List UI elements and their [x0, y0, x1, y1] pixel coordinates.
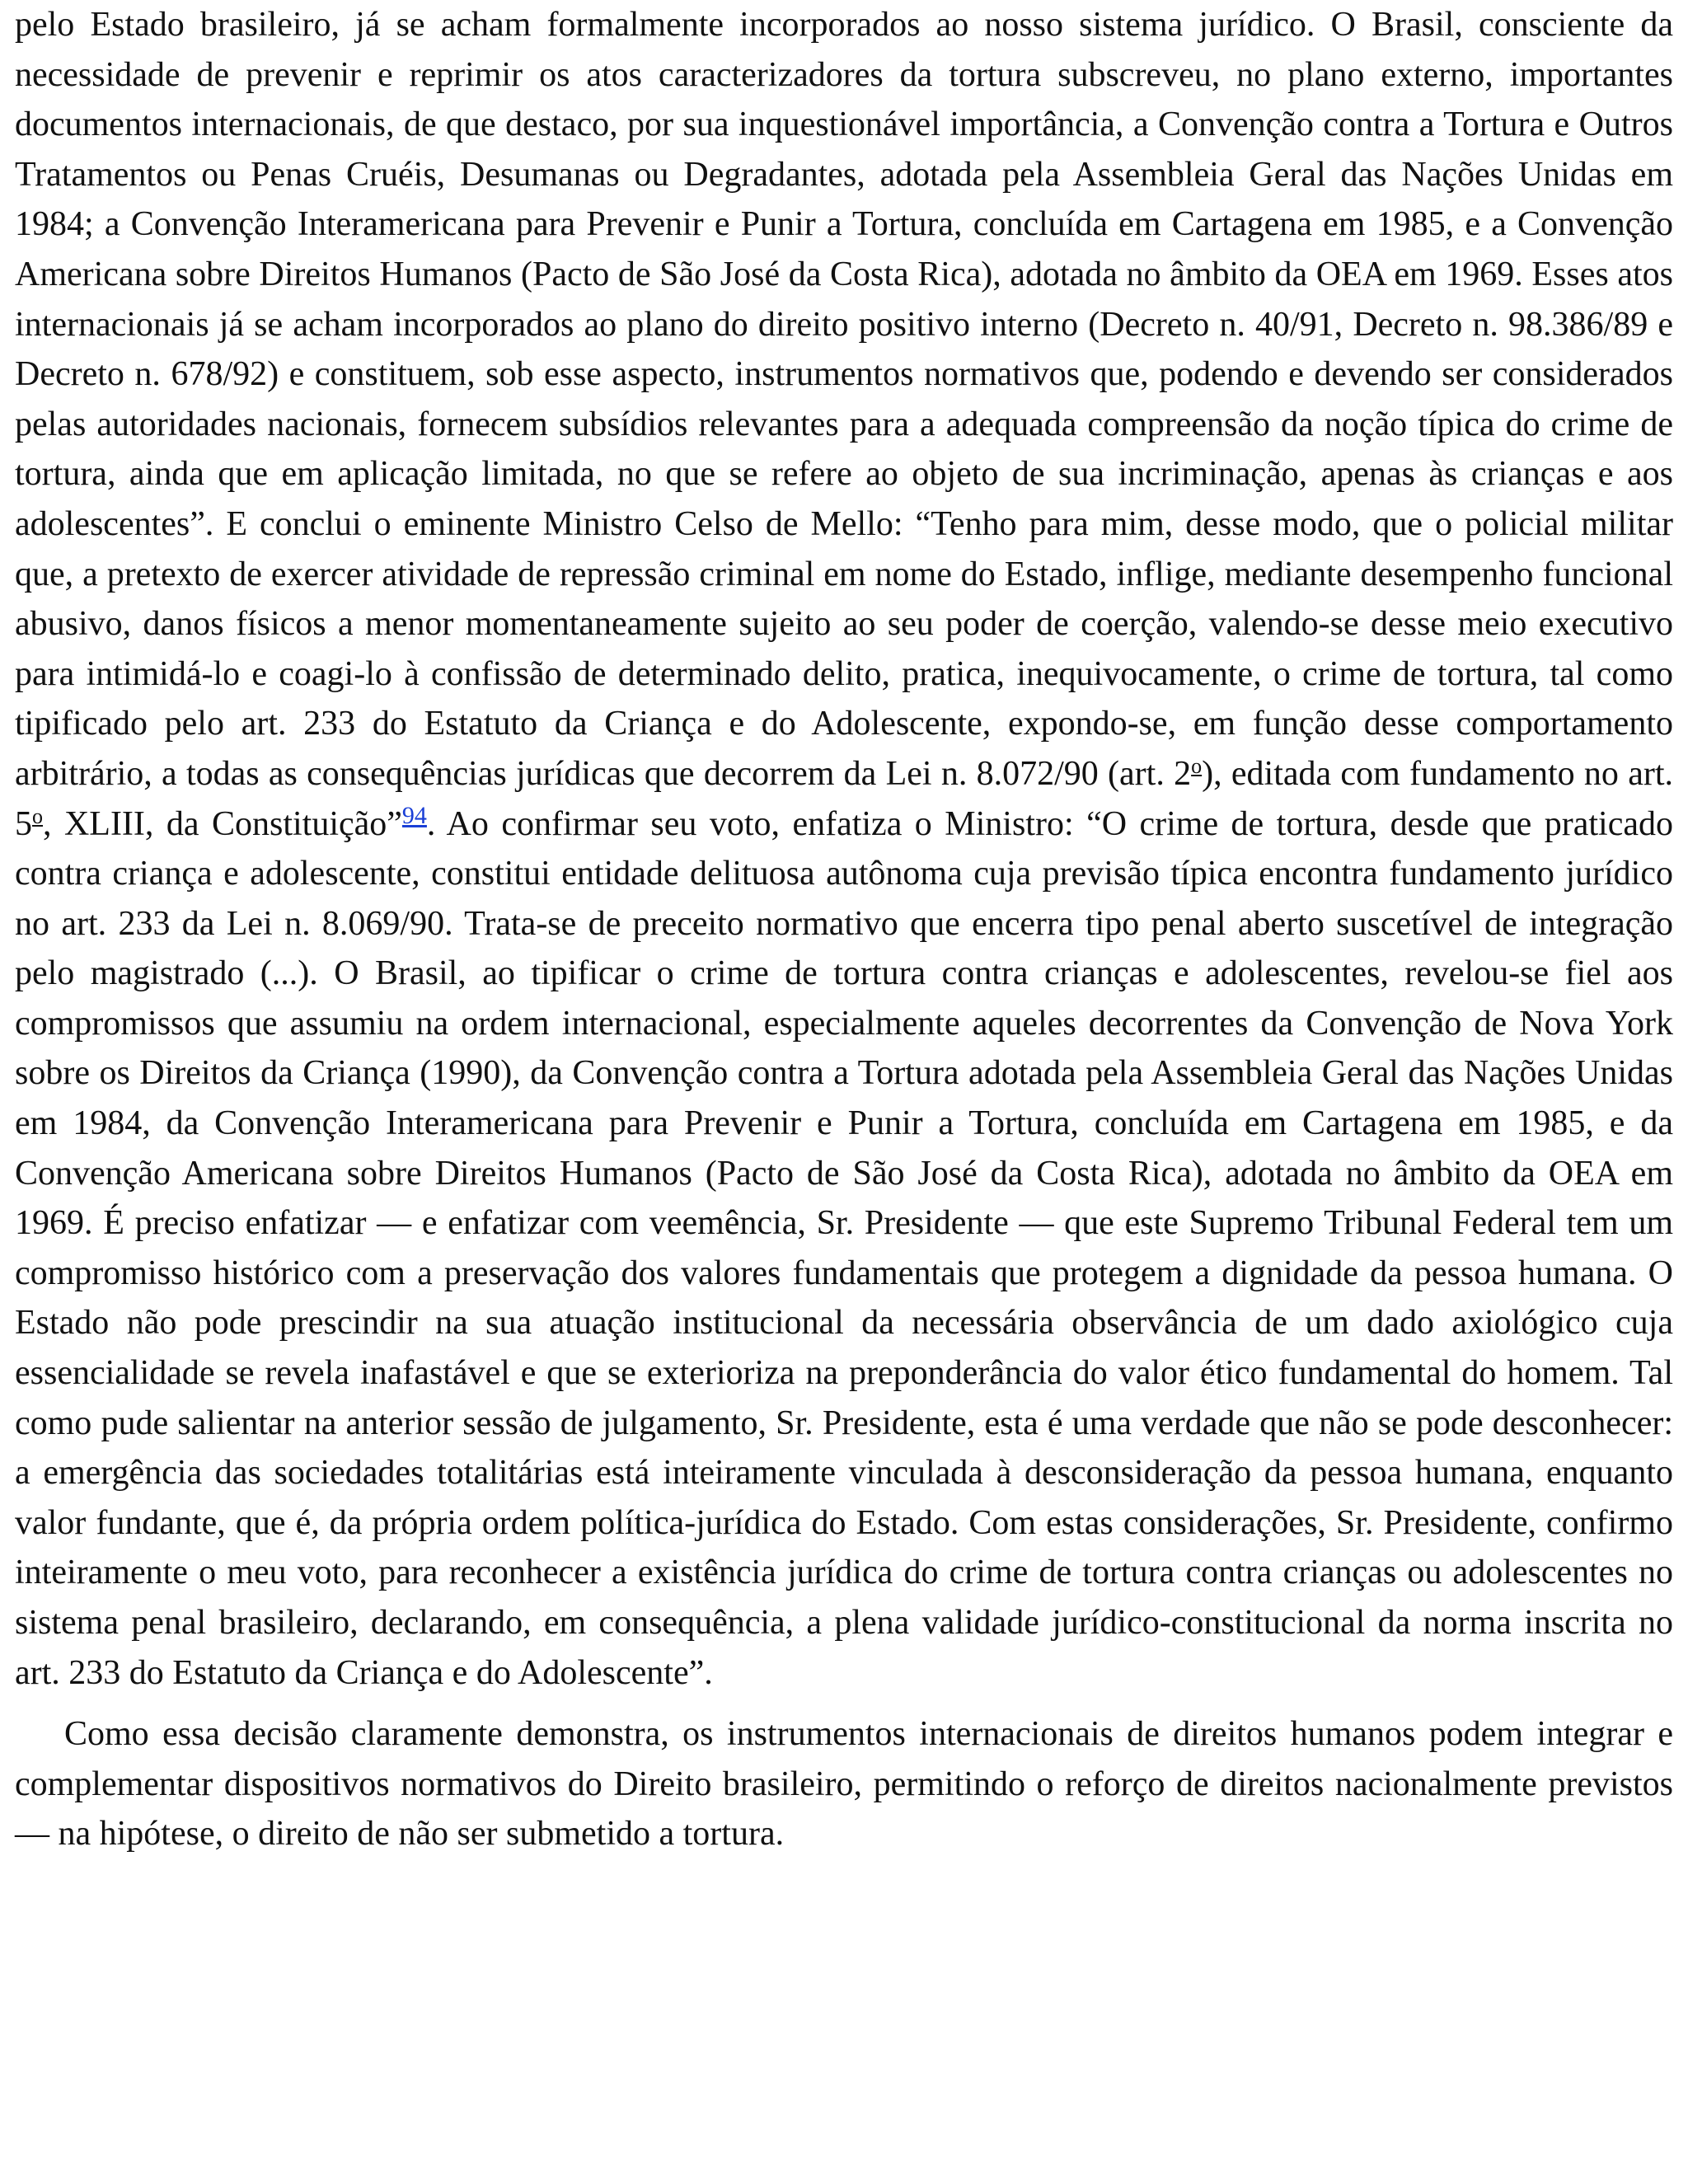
paragraph-text: . Ao confirmar seu voto, enfatiza o Ministro: “O crime de tortura, desde que praticado contra criança e adolescente, constitui entidade delituosa autônoma cuja previsão típica encontra fundamento jurídico no art. 233 da Lei n. 8.069/90. Trata-se de preceito normativo que encerra tipo penal aberto suscetível de integração pelo magistrado (...). O Brasil, ao tipificar o crime de tortura contra crianças e adolescentes, revelou-se fiel aos compromissos que assumiu na ordem internacional, especialmente aqueles decorrentes da Convenção de Nova York sobre os Direitos da Criança (1990), da Convenção contra a Tortura adotada pela Assembleia Geral das Nações Unidas em 1984, da Convenção Interamericana para Prevenir e Punir a Tortura, concluída em Cartagena em 1985, e da Convenção Americana sobre Direitos Humanos (Pacto de São José da Costa Rica), adotada no âmbito da OEA em 1969. É preciso enfatizar — e enfatizar com veemência, Sr. Presidente — que este Supremo Tribunal Federal tem um compromisso histórico com a preservação dos valores fundamentais que protegem a dignidade da pessoa humana. O Estado não pode prescindir na sua atuação institucional da necessária observância de um dado axiológico cuja essencialidade se revela inafastável e que se exterioriza na preponderância do valor ético fundamental do homem. Tal como pude salientar na anterior sessão de julgamento, Sr. Presidente, esta é uma verdade que não se pode desconhecer: a emergência das sociedades totalitárias está inteiramente vinculada à desconsideração da pessoa humana, enquanto valor fundante, que é, da própria ordem política-jurídica do Estado. Com estas considerações, Sr. Presidente, confirmo inteiramente o meu voto, para reconhecer a existência jurídica do crime de tortura contra crianças ou adolescentes no sistema penal brasileiro, declarando, em consequência, a plena validade jurídico-constitucional da norma inscrita no art. 233 do Estatuto da Criança e do Adolescente”. — [15, 804, 1674, 1692]
ordinal-indicator: o — [1191, 753, 1203, 778]
footnote-link[interactable]: 94 — [401, 801, 427, 829]
paragraph-text: ), editada com fundamento no art. 5 — [15, 754, 1673, 843]
document-page — [15, 0, 1673, 1859]
paragraph-conclusion: Como essa decisão claramente demonstra, os instrumentos internacionais de direitos humanos podem integrar e complementar dispositivos normativos do Direito brasileiro, permitindo o reforço de direitos nacionalmente previstos — na hipótese, o direito de não ser submetido a tortura. — [15, 1715, 1673, 1854]
paragraph-text: pelo Estado brasileiro, já se acham formalmente incorporados ao nosso sistema jurídico. O Brasil, consciente da necessidade de prevenir e reprimir os atos caracterizadores da tortura subscreveu, no plano externo, importantes documentos internacionais, de que destaco, por sua inquestionável importância, a Convenção contra a Tortura e Outros Tratamentos ou Penas Cruéis, Desumanas ou Degradantes, adotada pela Assembleia Geral das Nações Unidas em 1984; a Convenção Interamericana para Prevenir e Punir a Tortura, concluída em Cartagena em 1985, e a Convenção Americana sobre Direitos Humanos (Pacto de São José da Costa Rica), adotada no âmbito da OEA em 1969. Esses atos internacionais já se acham incorporados ao plano do direito positivo interno (Decreto n. 40/91, Decreto n. 98.386/89 e Decreto n. 678/92) e constituem, sob esse aspecto, instrumentos normativos que, podendo e devendo ser considerados pelas autoridades nacionais, fornecem subsídios relevantes para a adequada compreensão da noção típica do crime de tortura, ainda que em aplicação limitada, no que se refere ao objeto de sua incriminação, apenas às crianças e aos adolescentes”. E conclui o eminente Ministro Celso de Mello: “Tenho para mim, desse modo, que o policial militar que, a pretexto de exercer atividade de repressão criminal em nome do Estado, inflige, mediante desempenho funcional abusivo, danos físicos a menor momentaneamente sujeito ao seu poder de coerção, valendo-se desse meio executivo para intimidá-lo e coagi-lo à confissão de determinado delito, pratica, inequivocamente, o crime de tortura, tal como tipificado pelo art. 233 do Estatuto da Criança e do Adolescente, expondo-se, em função desse comportamento arbitrário, a todas as consequências jurídicas que decorrem da Lei n. 8.072/90 (art. 2 — [15, 6, 1673, 793]
paragraph-text: , XLIII, da Constituição” — [43, 804, 402, 843]
ordinal-indicator: o — [32, 804, 43, 828]
paragraph-continuation — [15, 0, 1673, 1698]
